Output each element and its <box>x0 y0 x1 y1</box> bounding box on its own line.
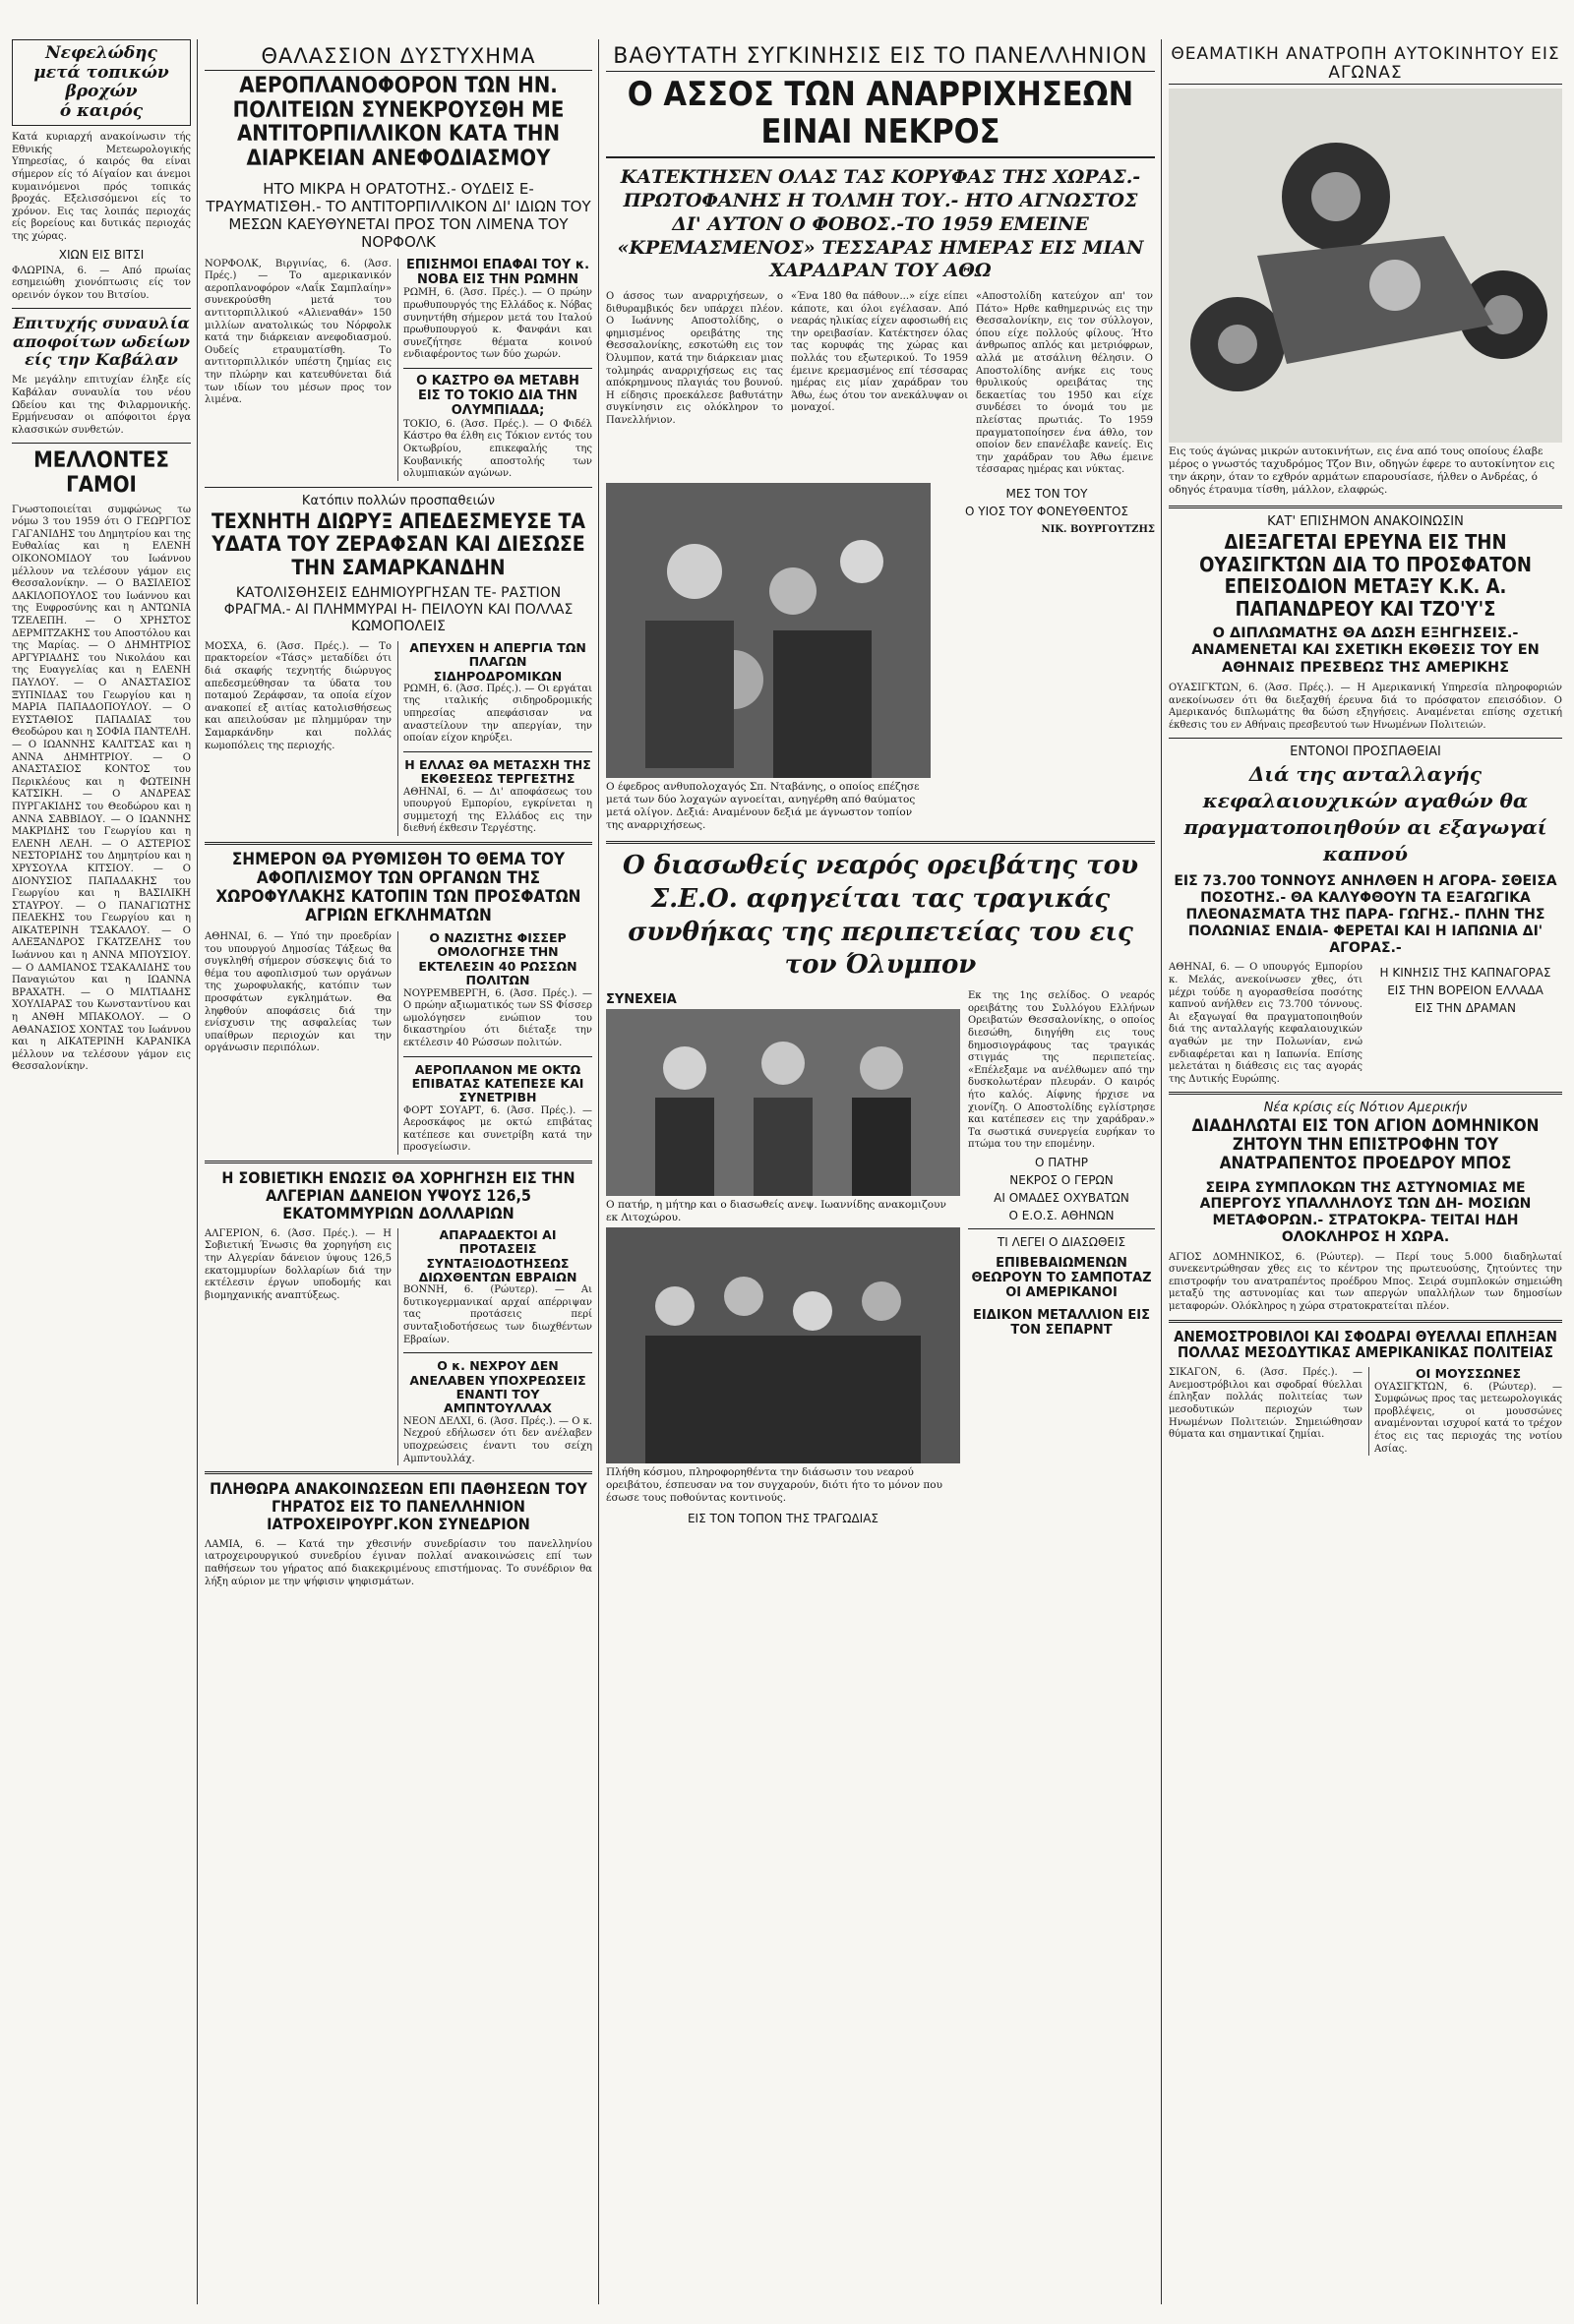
column-weather-weddings <box>12 39 191 2304</box>
divider <box>12 308 191 309</box>
subsection-survivor-says: ΤΙ ΛΕΓΕΙ Ο ΔΙΑΣΩΘΕΙΣ <box>997 1234 1126 1249</box>
kicker-official: ΚΑΤ' ΕΠΙΣΗΜΟΝ ΑΝΑΚΟΙΝΩΣΙΝ <box>1267 514 1464 530</box>
side-body-castro: ΤΟΚΙΟ, 6. (Άσσ. Πρές.). — Ο Φιδέλ Κάστρο θα έλθη εις Τόκιον εντός του Οκτωβρίου, επικεφαλής της Κουβανικής αποστολής των ολυμπιακών αγώνων. <box>403 418 592 480</box>
headline-disarmament: ΣΗΜΕΡΟΝ ΘΑ ΡΥΘΜΙΣΘΗ ΤΟ ΘΕΜΑ ΤΟΥ ΑΦΟΠΛΙΣΜΟΥ ΤΩΝ ΟΡΓΑΝΩΝ ΤΗΣ ΧΩΡΟΦΥΛΑΚΗΣ ΚΑΤΟΠΙΝ ΤΩΝ ΠΡΟΣΦΑΤΩΝ ΑΓΡΙΩΝ ΕΓΚΛΗΜΑΤΩΝ <box>215 849 581 926</box>
photo-family <box>606 1009 960 1196</box>
side-title-nova: ΕΠΙΣΗΜΟΙ ΕΠΑΦΑΙ ΤΟΥ κ. ΝΟΒΑ ΕΙΣ ΤΗΝ ΡΩΜΗΝ <box>405 257 590 287</box>
photo-car-crash-caption: Εις τούς άγώνας μικρών αυτοκινήτων, εις ένα από τους οποίους έλαβε μέρος ο γνωστός ταχυδρόμος Τζον Βιν, οδηγών έφερε το αυτοκίνητον εις την άκρην, όταν το εχθρόν αρμάτων επαρουσίασε, ήλθεν ο Ανδρέας, ό οδηγός έτραυμα τίσθη, μάλλον, ελαφρώς. <box>1169 446 1555 497</box>
kicker-car-crash: ΘΕΑΜΑΤΙΚΗ ΑΝΑΤΡΟΠΗ ΑΥΤΟΚΙΝΗΤΟΥ ΕΙΣ ΑΓΩΝΑΣ <box>1169 39 1562 85</box>
divider <box>1169 1320 1562 1323</box>
headline-samarkand: ΤΕΧΝΗΤΗ ΔΙΩΡΥΞ ΑΠΕΔΕΣΜΕΥΣΕ ΤΑ ΥΔΑΤΑ ΤΟΥ ΖΕΡΑΦΣΑΝ ΚΑΙ ΔΙΕΣΩΣΕ ΤΗΝ ΣΑΜΑΡΚΑΝΔΗΝ <box>211 508 586 579</box>
side-body-fischer: ΝΟΥΡΕΜΒΕΡΓΗ, 6. (Άσσ. Πρές.). — Ο πρώην αξιωματικός των SS Φίσσερ ωμολόγησεν ενώπιον του δικαστηρίου ότι διέταξε την εκτέλεσιν 40 Ρώσσων πολιτών. <box>403 987 592 1048</box>
headline-tornadoes: ΑΝΕΜΟΣΤΡΟΒΙΛΟΙ ΚΑΙ ΣΦΟΔΡΑΙ ΘΥΕΛΛΑΙ ΕΠΛΗΞΑΝ ΠΟΛΛΑΣ ΜΕΣΟΔΥΤΙΚΑΣ ΑΜΕΡΙΚΑΝΙΚΑΣ ΠΟΛΙΤΕΙΑΣ <box>1174 1327 1557 1362</box>
subsection-son: Ο ΥΙΟΣ ΤΟΥ ΦΟΝΕΥΘΕΝΤΟΣ <box>964 505 1129 518</box>
article-signature: ΝΙΚ. ΒΟΥΡΓΟΥΤΖΗΣ <box>1041 524 1155 535</box>
divider <box>403 751 592 752</box>
subsection-tragedy-place: ΕΙΣ ΤΟΝ ΤΟΠΟΝ ΤΗΣ ΤΡΑΓΩΔΙΑΣ <box>687 1512 879 1526</box>
side-title-castro: Ο ΚΑΣΤΡΟ ΘΑ ΜΕΤΑΒΗ ΕΙΣ ΤΟ ΤΟΚΙΟ ΔΙΑ ΤΗΝ ΟΛΥΜΠΙΑΔΑ; <box>416 374 579 418</box>
photo-car-crash <box>1169 89 1562 443</box>
article-algeria-loan: ΑΛΓΕΡΙΟΝ, 6. (Άσσ. Πρές.). — Η Σοβιετική Ένωσις θα χορηγήση εις την Αλγερίαν δάνειον ύψους 126,5 εκατομμυρίων δολλαρίων διά την εκτέλεσιν έργων υποδομής και βιομηχανικής αναπτύξεως. <box>205 1227 392 1301</box>
divider <box>12 443 191 444</box>
concert-body: Με μεγάλην επιτυχίαν έληξε είς Καβάλαν συναυλία του νέου Ωδείου και της Φιλαρμονικής. Ερμήνευσαν οι απόφοιτοι έργα κλασσικών συνθετών. <box>12 375 191 436</box>
subsection-title: ΜΕΣ ΤΟΝ ΤΟΥ <box>1005 487 1088 501</box>
divider <box>205 1471 592 1474</box>
divider <box>403 368 592 369</box>
article-survivor: Εκ της 1ης σελίδος. Ο νεαρός ορειβάτης του Συλλόγου Ελλήνων Ορειβατών Θεσσαλονίκης, ο οποίος διεσώθη, διηγήθη εις τους δημοσιογράφους τας τραγικάς στιγμάς της περιπετείας. «Επέλεξαμε να ανέλθωμεν από την δυσκολωτέραν πλευράν. Ο καιρός ήτο καλός. Αίφνης ήρχισε να χιονίζη. Ο Αποστολίδης εγλίστρησε και κατέπεσεν εις την χαράδραν.» Τα σωστικά συνεργεία ευρήκαν το πτώμα του την επομένην. <box>968 990 1155 1151</box>
photo-crowd <box>606 1227 960 1463</box>
subhead-washington-probe: Ο ΔΙΠΛΩΜΑΤΗΣ ΘΑ ΔΩΣΗ ΕΞΗΓΗΣΕΙΣ.- ΑΝΑΜΕΝΕΤΑΙ ΚΑΙ ΣΧΕΤΙΚΗ ΕΚΘΕΣΙΣ ΤΟΥ ΕΝ ΑΘΗΝΑΙΣ ΠΡΕΣΒΕΩΣ ΤΗΣ ΑΜΕΡΙΚΗΣ <box>1191 625 1540 676</box>
subsection-tobacco-market: Η ΚΙΝΗΣΙΣ ΤΗΣ ΚΑΠΝΑΓΟΡΑΣ <box>1379 966 1551 981</box>
article-disarmament: ΑΘΗΝΑΙ, 6. — Υπό την προεδρίαν του υπουργού Δημοσίας Τάξεως θα συγκληθή σήμερον σύσκεψις διά το θέμα του αφοπλισμού των οργάνων της χωροφυλακής, κατόπιν των προσφάτων εγκλημάτων. Θα ληφθούν αποφάσεις διά την ενίσχυσιν της ασφαλείας των υπαίθρων περιοχών και την οργάνωσιν περιπόλων. <box>205 931 392 1054</box>
subhead-climber: ΚΑΤΕΚΤΗΣΕΝ ΟΛΑΣ ΤΑΣ ΚΟΡΥΦΑΣ ΤΗΣ ΧΩΡΑΣ.- ΠΡΩΤΟΦΑΝΗΣ Η ΤΟΛΜΗ ΤΟΥ.- ΗΤΟ ΑΓΝΩΣΤΟΣ ΔΙ' ΑΥΤΟΝ Ο ΦΟΒΟΣ.-ΤΟ 1959 ΕΜΕΙΝΕ «ΚΡΕΜΑΣΜΕΝΟΣ» ΤΕΣΣΑΡΑΣ ΗΜΕΡΑΣ ΕΙΣ ΜΙΑΝ ΧΑΡΑΔΡΑΝ ΤΟΥ ΑΘΩ <box>617 166 1144 282</box>
kicker-sea-accident: ΘΑΛΑΣΣΙΟΝ ΔΥΣΤΥΧΗΜΑ <box>205 39 592 71</box>
divider <box>403 1056 592 1057</box>
side-title-plane-crash: ΑΕΡΟΠΛΑΝΟΝ ΜΕ ΟΚΤΩ ΕΠΙΒΑΤΑΣ ΚΑΤΕΠΕΣΕ ΚΑΙ ΣΥΝΕΤΡΙΒΗ <box>411 1061 584 1105</box>
column-americas <box>1169 39 1562 2304</box>
article-climber-body: «Ένα 180 θα πάθουν...» είχε είπει κάποτε, και όλοι εγέλασαν. Από νεαράς ηλικίας είχεν αφοσιωθή εις την ορειβασίαν. Κατέκτησεν όλας τας κορυφάς της χώρας και πολλάς του εξωτερικού. Το 1959 έμεινε κρεμασμένος επί τέσσαρας ημέρας εις μίαν χαράδραν του Άθω, έως ότου τον ανεκάλυψαν οι μοναχοί. <box>791 291 968 414</box>
continued-marker: ΣΥΝΕΧΕΙΑ <box>606 992 677 1008</box>
subhead-dominican: ΣΕΙΡΑ ΣΥΜΠΛΟΚΩΝ ΤΗΣ ΑΣΤΥΝΟΜΙΑΣ ΜΕ ΑΠΕΡΓΟΥΣ ΥΠΑΛΛΗΛΟΥΣ ΤΩΝ ΔΗ- ΜΟΣΙΩΝ ΜΕΤΑΦΟΡΩΝ.- ΣΤΡΑΤΟΚΡΑ- ΤΕΙΤΑΙ ΗΔΗ ΟΛΟΚΛΗΡΟΣ Η ΧΩΡΑ. <box>1199 1179 1532 1245</box>
side-title-trieste: Η ΕΛΛΑΣ ΘΑ ΜΕΤΑΣΧΗ ΤΗΣ ΕΚΘΕΣΕΩΣ ΤΕΡΓΕΣΤΗΣ <box>404 756 591 787</box>
divider <box>968 1228 1155 1229</box>
headline-washington-probe: ΔΙΕΞΑΓΕΤΑΙ ΕΡΕΥΝΑ ΕΙΣ ΤΗΝ ΟΥΑΣΙΓΚΤΩΝ ΔΙΑ ΤΟ ΠΡΟΣΦΑΤΟΝ ΕΠΕΙΣΟΔΙΟΝ ΜΕΤΑΞΥ Κ.Κ. Α. ΠΑΠΑΝΔΡΕΟΥ ΚΑΙ ΤΖΟ'Υ'Σ <box>1199 530 1532 621</box>
subsection-father: Ο ΠΑΤΗΡ <box>1034 1155 1089 1169</box>
subhead-tobacco: ΕΙΣ 73.700 ΤΟΝΝΟΥΣ ΑΝΗΛΘΕΝ Η ΑΓΟΡΑ- ΣΘΕΙΣΑ ΠΟΣΟΤΗΣ.- ΘΑ ΚΑΛΥΦΘΟΥΝ ΤΑ ΕΞΑΓΩΓΙΚΑ ΠΛΕΟΝΑΣΜΑΤΑ ΤΗΣ ΠΑΡΑ- ΓΩΓΗΣ.- ΠΛΗΝ ΤΗΣ ΠΟΛΩΝΙΑΣ ΕΝΔΙΑ- ΦΕΡΕΤΑΙ ΚΑΙ Η ΙΑΠΩΝΙΑ ΔΙ' ΑΓΟΡΑΣ.- <box>1174 873 1557 956</box>
article-climber-body-2: «Αποστολίδη κατεύχον απ' τον Πάτο» Ηρθε καθημερινώς εις την Θεσσαλονίκην, εις τον σύλλογον, όπου είχε πολλούς φίλους. Ήτο άνθρωπος απλός και μετριόφρων, αλλά με ατσάλινη θέλησιν. Ο Αποστολίδης ανήκε εις τους θρυλικούς ορειβάτας της δεκαετίας του 1950 και είχε συνδέσει το όνομά του με πλείστας πρωτιάς. Το 1959 πραγματοποίησεν ένα άθλο, τον οποίον δεν επανέλαβε κανείς. Εις την χαράδραν του Άθω έμεινε τέσσαρας ημέρας και νύκτας. <box>976 291 1153 476</box>
divider <box>205 487 592 488</box>
subsection-drama: ΕΙΣ ΤΗΝ ΔΡΑΜΑΝ <box>1415 1001 1516 1016</box>
side-title-medal: ΕΙΔΙΚΟΝ ΜΕΤΑΛΛΙΟΝ ΕΙΣ ΤΟΝ ΣΕΠΑΡΝΤ <box>973 1307 1150 1338</box>
side-body-plane-crash: ΦΟΡΤ ΣΟΥΑΡΤ, 6. (Άσσ. Πρές.). — Αεροσκάφος με οκτώ επιβάτας κατέπεσε και συνετρίβη κατά την προσγείωσιν. <box>403 1104 592 1154</box>
article-samarkand: ΜΟΣΧΑ, 6. (Άσσ. Πρές.). — Το πρακτορείον «Τάσς» μεταδίδει ότι διά σκαφής τεχνητής διώρυγος απεδεσμεύθησαν τα ύδατα του ποταμού Ζεράφσαν, τα οποία είχον ανακοπεί εξ αιτίας κατολισθήσεως και απειλούσαν με πλημμύραν την Σαμαρκάνδην και πολλάς κωμοπόλεις της περιοχής. <box>205 640 392 751</box>
side-body-strike: ΡΩΜΗ, 6. (Άσσ. Πρές.). — Οι εργάται της ιταλικής σιδηροδρομικής υπηρεσίας απεφάσισαν να αναστείλουν την απεργίαν, την οποίαν είχον κηρύξει. <box>403 683 592 745</box>
divider <box>205 842 592 845</box>
column-rule <box>197 39 198 2304</box>
subhead-aircraft-carrier: ΗΤΟ ΜΙΚΡΑ Η ΟΡΑΤΟΤΗΣ.- ΟΥΔΕΙΣ Ε- ΤΡΑΥΜΑΤΙΣΘΗ.- ΤΟ ΑΝΤΙΤΟΡΠΙΛΛΙΚΟΝ ΔΙ' ΙΔΙΩΝ ΤΟΥ ΜΕΣΩΝ ΚΑΕΥΘΥΝΕΤΑΙ ΠΡΟΣ ΤΟΝ ΛΙΜΕΝΑ ΤΟΥ ΝΟΡΦΟΛΚ <box>206 179 591 251</box>
photo-climber-caption: Ο έφεδρος ανθυπολοχαγός Σπ. Νταβάνης, ο οποίος επέζησε μετά των δύο λοχαγών αγνοείται, ανηγέρθη από θαύματος μετά ολίγον. Δεξιά: Αναμένουν δεξιά με άγνωστον τοπίον της αναρριχήσεως. <box>606 781 920 831</box>
divider <box>606 841 1155 844</box>
article-tobacco: ΑΘΗΝΑΙ, 6. — Ο υπουργός Εμπορίου κ. Μελάς, ανεκοίνωσεν χθες, ότι μέχρι τούδε η αγορασθείσα ποσότης καπνού ανήλθεν εις 73.700 τόννους. Αι εξαγωγαί θα πραγματοποιηθούν διά της ανταλλαγής κεφαλαιουχικών αγαθών με την Πολωνίαν, ενώ ενδιαφέρεται και η Ιαπωνία. Επίσης μελετάται η διάθεσις εις τας αγοράς της Δυτικής Ευρώπης. <box>1169 962 1362 1085</box>
article-climber-lead: Ο άσσος των αναρριχήσεων, ο διθυραμβικός δεν υπάρχει πλέον. Ο Ιωάννης Αποστολίδης, ο φημισμένος ορειβάτης της Θεσσαλονίκης, εσκοτώθη εις τον Όλυμπον, κατά την διάρκειαν μιας τολμηράς αναρριχήσεως εις τας απόκρημνους πλαγιάς του βουνού. Η είδησις προεκάλεσε βαθυτάτην συγκίνησιν εις ολόκληρον το Πανελλήνιον. <box>606 291 783 427</box>
photo-family-image <box>606 1009 960 1196</box>
article-tornadoes: ΣΙΚΑΓΟΝ, 6. (Άσσ. Πρές.). — Ανεμοστρόβιλοι και σφοδραί θύελλαι έπληξαν πολλάς πολιτείας των μεσοδυτικών περιοχών των Ηνωμένων Πολιτειών. Σημειώθησαν θύματα και σημαντικαί ζημίαι. <box>1169 1367 1362 1441</box>
divider <box>1169 738 1562 739</box>
column-climber-story <box>606 39 1155 2304</box>
weddings-body: Γνωστοποιείται συμφώνως τω νόμω 3 του 1959 ότι Ο ΓΕΩΡΓΙΟΣ ΓΑΓΑΝΙΔΗΣ του Δημητρίου και της Ευθαλίας και η ΕΛΕΝΗ ΟΙΚΟΝΟΜΙΔΟΥ του Ιωάννου μέλλουν να τελέσουν γάμον εις Θεσσαλονίκην. — Ο ΒΑΣΙΛΕΙΟΣ ΔΑΚΙΛΟΠΟΥΛΟΣ του Ιωάννου και της Ευφροσύνης και η ΑΝΤΩΝΙΑ ΤΖΕΛΕΠΗ. — Ο ΧΡΗΣΤΟΣ ΔΕΡΜΙΤΖΑΚΗΣ του Αποστόλου και της Μαρίας. — Ο ΔΗΜΗΤΡΙΟΣ ΑΡΓΥΡΙΑΔΗΣ του Νικολάου και της Ευαγγελίας και η ΕΛΕΝΗ ΠΑΥΛΟΥ. — Ο ΑΝΑΣΤΑΣΙΟΣ ΞΥΠΝΙΔΑΣ του Γεωργίου και η ΜΑΡΙΑ ΠΑΠΑΔΟΠΟΥΛΟΥ. — Ο ΕΥΣΤΑΘΙΟΣ ΠΑΠΑΔΙΑΣ του Θεοδώρου και η ΣΟΦΙΑ ΠΑΝΤΕΛΗ. — Ο ΙΩΑΝΝΗΣ ΚΑΛΙΤΣΑΣ και η ΑΝΝΑ ΔΗΜΗΤΡΙΟΥ. — Ο ΑΝΑΣΤΑΣΙΟΣ ΚΟΝΤΟΣ του Περικλέους και η ΦΩΤΕΙΝΗ ΚΑΤΣΙΚΗ. — Ο ΑΝΔΡΕΑΣ ΠΥΡΓΑΚΙΔΗΣ του Θεοδώρου και η ΑΝΝΑ ΣΑΒΒΙΔΟΥ. — Ο ΙΩΑΝΝΗΣ ΜΑΚΡΙΔΗΣ του Γεωργίου και η ΕΛΕΝΗ ΛΕΛΗ. — Ο ΑΣΤΕΡΙΟΣ ΝΕΣΤΟΡΙΔΗΣ του Δημητρίου και η ΧΡΥΣΟΥΛΑ ΚΙΤΣΙΟΥ. — Ο ΔΙΟΝΥΣΙΟΣ ΠΑΠΑΔΑΚΗΣ του Γεωργίου και η ΒΑΣΙΛΙΚΗ ΣΤΑΥΡΟΥ. — Ο ΠΑΝΑΓΙΩΤΗΣ ΠΕΛΕΚΗΣ του Γεωργίου και η ΑΙΚΑΤΕΡΙΝΗ ΤΣΑΚΑΛΟΥ. — Ο ΑΛΕΞΑΝΔΡΟΣ ΓΚΑΤΖΕΛΗΣ του Ιωάννου και η ΑΝΝΑ ΜΠΟΥΣΙΟΥ. — Ο ΔΑΜΙΑΝΟΣ ΤΣΑΚΑΛΙΔΗΣ του Παναγιώτου και η ΙΩΑΝΝΑ ΒΡΑΧΑΤΗ. — Ο ΜΙΛΤΙΑΔΗΣ ΧΟΥΛΙΑΡΑΣ του Κωνσταντίνου και η ΑΝΘΗ ΜΠΑΚΟΛΟΥ. — Ο ΑΘΑΝΑΣΙΟΣ ΧΟΝΤΑΣ του Ιωάννου και η ΑΙΚΑΤΕΡΙΝΗ ΚΑΡΑΝΙΚΑ μέλλουν να τελέσουν γάμον εις Θεσσαλονίκην. <box>12 504 191 1073</box>
photo-climber-crowd-image <box>606 483 931 778</box>
side-body-nehru: ΝΕΟΝ ΔΕΛΧΙ, 6. (Άσσ. Πρές.). — Ο κ. Νεχρού εδήλωσεν ότι δεν ανέλαβεν υποχρεώσεις έναντι του σείχη Αμπντουλλάχ. <box>403 1415 592 1464</box>
concert-title: Επιτυχής συναυλία αποφοίτων ωδείων είς την Καβάλαν <box>13 314 190 370</box>
headline-aircraft-carrier: ΑΕΡΟΠΛΑΝΟΦΟΡΟΝ ΤΩΝ ΗΝ. ΠΟΛΙΤΕΙΩΝ ΣΥΝΕΚΡΟΥΣΘΗ ΜΕ ΑΝΤΙΤΟΡΠΙΛΛΙΚΟΝ ΚΑΤΑ ΤΗΝ ΔΙΑΡΚΕΙΑΝ ΑΝΕΦΟΔΙΑΣΜΟΥ <box>232 74 565 171</box>
article-aircraft-carrier: ΝΟΡΦΟΛΚ, Βιργινίας, 6. (Άσσ. Πρές.) — Το αμερικανικόν αεροπλανοφόρον «Λαΐκ Σαμπλαίην» συνεκρούσθη μετά του αντιτορπιλλικού «Αλιεναθάν» 150 μιλλίων ανατολικώς του Νόρφολκ κατά την διάρκειαν ανεφοδιασμού. Ουδείς ετραυματίσθη. Το αντιτορπιλλικόν υπέστη ζημίας εις την πλώρην και κατευθύνεται διά των ιδίων του μέσων προς τον λιμένα. <box>205 258 392 406</box>
side-title-monsoons: ΟΙ ΜΟΥΣΣΩΝΕΣ <box>1416 1366 1521 1382</box>
photo-family-caption: Ο πατήρ, η μήτηρ και ο διασωθείς ανεψ. Ιωαννίδης ανακομιζουν εκ Λιτοχώρου. <box>606 1199 946 1224</box>
divider <box>1169 506 1562 508</box>
side-title-jewish-pensions: ΑΠΑΡΑΔΕΚΤΟΙ ΑΙ ΠΡΟΤΑΣΕΙΣ ΣΥΝΤΑΞΙΟΔΟΤΗΣΕΩΣ ΔΙΩΧΘΕΝΤΩΝ ΕΒΡΑΙΩΝ <box>418 1226 577 1284</box>
weather-body-2: ΦΛΩΡΙΝΑ, 6. — Από πρωίας εσημειώθη χιονόπτωσις είς τον ορεινόν όγκον του Βιτσίου. <box>12 265 191 301</box>
column-rule <box>1161 39 1162 2304</box>
side-title-strike: ΑΠΕΥΧΕΝ Η ΑΠΕΡΓΙΑ ΤΩΝ ΠΛΑΓΩΝ ΣΙΔΗΡΟΔΡΟΜΙΚΩΝ <box>409 639 586 684</box>
divider <box>403 1352 592 1353</box>
column-world-news <box>205 39 592 2304</box>
divider <box>1169 1092 1562 1095</box>
headline-medical-congress: ΠΛΗΘΩΡΑ ΑΝΑΚΟΙΝΩΣΕΩΝ ΕΠΙ ΠΑΘΗΣΕΩΝ ΤΟΥ ΓΗΡΑΤΟΣ ΕΙΣ ΤΟ ΠΑΝΕΛΛΗΝΙΟΝ ΙΑΤΡΟΧΕΙΡΟΥΡΓ.ΚΟΝ ΣΥΝΕΔΡΙΟΝ <box>210 1479 587 1533</box>
headline-dominican: ΔΙΑΔΗΛΩΤΑΙ ΕΙΣ ΤΟΝ ΑΓΙΟΝ ΔΟΜΗΝΙΚΟΝ ΖΗΤΟΥΝ ΤΗΝ ΕΠΙΣΤΡΟΦΗΝ ΤΟΥ ΑΝΑΤΡΑΠΕΝΤΟΣ ΠΡΟΕΔΡΟΥ ΜΠΟΣ <box>1191 1116 1540 1174</box>
side-title-sabotage: ΕΠΙΒΕΒΑΙΩΜΕΝΩΝ ΘΕΩΡΟΥΝ ΤΟ ΣΑΜΠΟΤΑΖ ΟΙ ΑΜΕΡΙΚΑΝΟΙ <box>971 1255 1152 1300</box>
weather-body: Κατά κυριαρχή ανακοίνωσιν τής Εθνικής Μετεωρολογικής Υπηρεσίας, ό καιρός θα είναι σήμερον είς τό Αίγαίον και άνεμοι κυμαινόμενοι πρός τοπικάς βροχάς. Εξελισσόμενοι είς το χρόνον. Εις τας λοιπάς περιοχάς είς βορείους και δυτικάς περιοχάς της χώρας. <box>12 132 191 242</box>
kicker-south-america: Νέα κρίσις είς Νότιον Αμερικήν <box>1263 1101 1468 1116</box>
kicker-climber: ΒΑΘΥΤΑΤΗ ΣΥΓΚΙΝΗΣΙΣ ΕΙΣ ΤΟ ΠΑΝΕΛΛΗΝΙΟΝ <box>606 39 1155 72</box>
divider <box>205 1161 592 1163</box>
photo-climber-crowd <box>606 483 931 778</box>
article-dominican: ΑΓΙΟΣ ΔΟΜΗΝΙΚΟΣ, 6. (Ρώυτερ). — Περί τους 5.000 διαδηλωταί συνεκεντρώθησαν χθες εις το κέντρον της πρωτευούσης, ζητούντες την επιστροφήν του ανατραπέντος προέδρου Μπος. Σειρά συμπλοκών σημειώθη μεταξύ της αστυνομίας και των απεργών υπαλλήλων των δημοσίων μεταφορών. Ολόκληρος η χώρα στρατοκρατείται πλέον. <box>1169 1251 1562 1313</box>
column-rule <box>598 39 599 2304</box>
side-body-monsoons: ΟΥΑΣΙΓΚΤΩΝ, 6. (Ρώυτερ). — Συμφώνως προς τας μετεωρολογικάς προβλέψεις, οι μουσσώνες αναμένονται ισχυροί κατά το τρέχον έτος εις τας περιοχάς της νοτίου Ασίας. <box>1374 1381 1562 1455</box>
subsection-north-greece: ΕΙΣ ΤΗΝ ΒΟΡΕΙΟΝ ΕΛΛΑΔΑ <box>1387 983 1544 998</box>
caption-line: Κατόπιν πολλών προσπαθειών <box>301 493 496 508</box>
side-title-fischer: Ο ΝΑΖΙΣΤΗΣ ΦΙΣΣΕΡ ΟΜΟΛΟΓΗΣΕ ΤΗΝ ΕΚΤΕΛΕΣΙΝ 40 ΡΩΣΣΩΝ ΠΟΛΙΤΩΝ <box>418 930 577 988</box>
headline-climber: Ο ΑΣΣΟΣ ΤΩΝ ΑΝΑΡΡΙΧΗΣΕΩΝ ΕΙΝΑΙ ΝΕΚΡΟΣ <box>606 76 1155 158</box>
subsection-climbing-teams: ΑΙ ΟΜΑΔΕΣ ΟΧΥΒΑΤΩΝ <box>994 1190 1129 1205</box>
subhead-samarkand: ΚΑΤΟΛΙΣΘΗΣΕΙΣ ΕΔΗΜΙΟΥΡΓΗΣΑΝ ΤΕ- ΡΑΣΤΙΟΝ ΦΡΑΓΜΑ.- ΑΙ ΠΛΗΜΜΥΡΑΙ Η- ΠΕΙΛΟΥΝ ΚΑΙ ΠΟΛΛΑΣ ΚΩΜΟΠΟΛΕΙΣ <box>223 585 574 634</box>
subsection-eos-athens: Ο Ε.Ο.Σ. ΑΘΗΝΩΝ <box>1008 1208 1115 1222</box>
side-title-nehru: Ο κ. ΝΕΧΡΟΥ ΔΕΝ ΑΝΕΛΑΒΕΝ ΥΠΟΧΡΕΩΣΕΙΣ ΕΝΑΝΤΙ ΤΟΥ ΑΜΠΝΤΟΥΛΛΑΧ <box>409 1358 586 1416</box>
weather-box <box>12 39 191 126</box>
article-washington-probe: ΟΥΑΣΙΓΚΤΩΝ, 6. (Άσσ. Πρές.). — Η Αμερικανική Υπηρεσία πληροφοριών ανεκοίνωσεν ότι θα διεξαχθή έρευνα διά το πρόσφατον επεισόδιον. Ο Αμερικανός διπλωμάτης θα δώση εξηγήσεις. Αναμένεται επίσης σχετική έκθεσις του εν Αθήναις πρεσβευτού των Ηνωμένων Πολιτειών. <box>1169 683 1562 731</box>
side-body-nova: ΡΩΜΗ, 6. (Άσσ. Πρές.). — Ο πρώην πρωθυπουργός της Ελλάδος κ. Νόβας συνηντήθη σήμερον μετά του Ιταλού πρωθυπουργού κ. Φανφάνι και συνεζήτησε θέματα κοινού ενδιαφέροντος των δύο χωρών. <box>403 287 592 361</box>
photo-car-crash-image <box>1169 89 1562 443</box>
photo-crowd-caption: Πλήθη κόσμου, πληροφορηθέντα την διάσωσιν του νεαρού ορειβάτου, έσπευσαν να τον συγχαρούν, διότι ήτο το μόνον που έσωσε τους ποθούντας κοντινούς. <box>606 1466 943 1505</box>
kicker-efforts: ΕΝΤΟΝΟΙ ΠΡΟΣΠΑΘΕΙΑΙ <box>1290 745 1441 760</box>
weather-title: Νεφελώδης μετά τοπικών βροχών ό καιρός <box>33 43 169 121</box>
photo-crowd-image <box>606 1227 960 1463</box>
subsection-old-man: ΝΕΚΡΟΣ Ο ΓΕΡΩΝ <box>1009 1172 1114 1187</box>
headline-algeria-loan: Η ΣΟΒΙΕΤΙΚΗ ΕΝΩΣΙΣ ΘΑ ΧΟΡΗΓΗΣΗ ΕΙΣ ΤΗΝ ΑΛΓΕΡΙΑΝ ΔΑΝΕΙΟΝ ΥΨΟΥΣ 126,5 ΕΚΑΤΟΜΜΥΡΙΩΝ ΔΟΛΛΑΡΙΩΝ <box>221 1168 575 1222</box>
headline-tobacco: Διά της ανταλλαγής κεφαλαιουχικών αγαθών θα πραγματοποιηθούν αι εξαγωγαί καπνού <box>1183 762 1547 866</box>
weather-sig: ΧΙΩΝ ΕΙΣ ΒΙΤΣΙ <box>58 247 145 262</box>
side-body-trieste: ΑΘΗΝΑΙ, 6. — Δι' αποφάσεως του υπουργού Εμπορίου, εγκρίνεται η συμμετοχή της Ελλάδος εις την διεθνή έκθεσιν Τεργέστης. <box>403 786 592 835</box>
weddings-title: ΜΕΛΛΟΝΤΕΣ ΓΑΜΟΙ <box>33 448 169 499</box>
headline-survivor: Ο διασωθείς νεαρός ορειβάτης του Σ.Ε.Ο. αφηγείται τας τραγικάς συνθήκας της περιπετείας του εις τον Όλυμπον <box>623 851 1138 981</box>
article-medical-congress: ΛΑΜΙΑ, 6. — Κατά την χθεσινήν συνεδρίασιν του πανελληνίου ιατροχειρουργικού συνεδρίου έγιναν πολλαί ανακοινώσεις επί των παθήσεων του γήρατος από διακεκριμένους επιστήμονας. Το συνέδριον θα λήξη αύριον με την ψήφισιν ψηφισμάτων. <box>205 1538 592 1587</box>
side-body-jewish-pensions: ΒΟΝΝΗ, 6. (Ρώυτερ). — Αι δυτικογερμανικαί αρχαί απέρριψαν τας προτάσεις περί συνταξιοδοτήσεως των διωχθέντων Εβραίων. <box>403 1284 592 1345</box>
